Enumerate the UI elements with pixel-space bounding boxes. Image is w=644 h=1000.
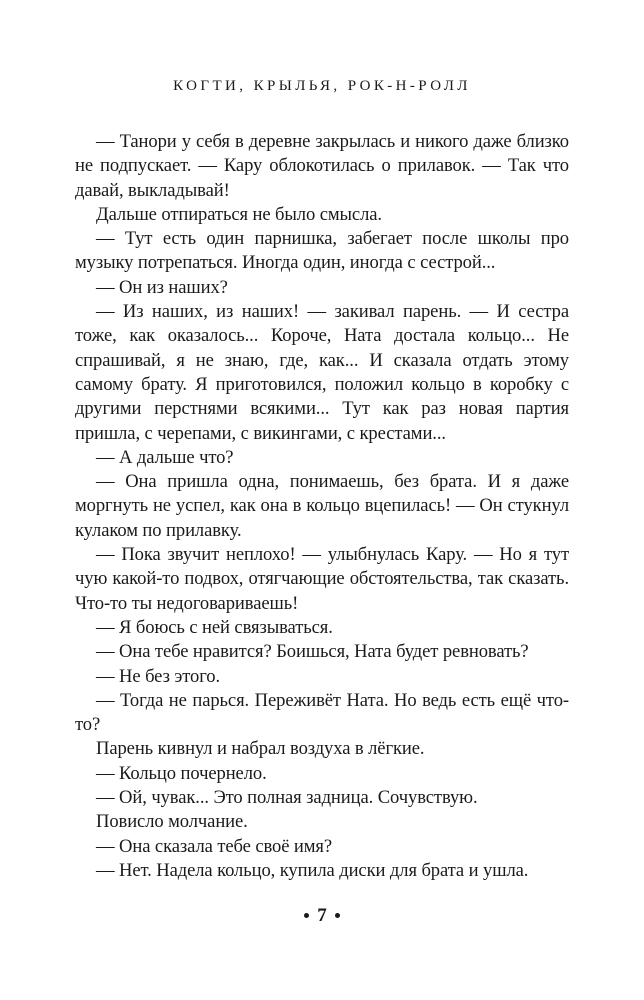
paragraph: Повисло молчание. xyxy=(96,811,248,833)
bullet-icon xyxy=(335,913,340,918)
paragraph: Парень кивнул и набрал воздуха в лёгкие. xyxy=(96,738,425,760)
page-number-value: 7 xyxy=(317,905,327,926)
paragraph: — Из наших, из наших! — закивал парень. — И сестра тоже, как оказалось... Короче, Ната достала кольцо... Не спрашивай, я не знаю, где, как... И сказала отдать этому самому брату. Я приготовился, положил кольцо в коробку с другими перстнями всякими... Тут как раз новая партия пришла, с черепами, с викингами, с крестами... xyxy=(75,301,569,444)
paragraph: — Тогда не парься. Переживёт Ната. Но ведь есть ещё что-то? xyxy=(75,689,569,736)
paragraph: Дальше отпираться не было смысла. xyxy=(96,203,382,225)
paragraph: — Тут есть один парнишка, забегает после школы про музыку потрепаться. Иногда один, иногда с сестрой... xyxy=(75,228,569,274)
paragraph: — Танори у себя в деревне закрылась и никого даже близко не подпускает. — Кару облокотилась о прилавок. — Так что давай, выкладывай! xyxy=(75,131,569,201)
paragraph: — Я боюсь с ней связываться. xyxy=(96,616,333,638)
paragraph: — Ой, чувак... Это полная задница. Сочувствую. xyxy=(96,787,478,809)
paragraph: — Нет. Надела кольцо, купила диски для брата и ушла. xyxy=(96,859,529,881)
paragraph: — Не без этого. xyxy=(96,665,221,687)
paragraph: — Она сказала тебе своё имя? xyxy=(96,835,333,857)
page-number xyxy=(0,904,644,928)
paragraph: — Пока звучит неплохо! — улыбнулась Кару. — Но я тут чую какой-то подвох, отягчающие обстоятельства, так сказать. Что-то ты недоговариваешь! xyxy=(75,544,569,614)
paragraph: — Он из наших? xyxy=(96,276,228,298)
body-text xyxy=(75,130,569,883)
bullet-icon xyxy=(304,913,309,918)
running-head: КОГТИ, КРЫЛЬЯ, РОК-Н-РОЛЛ xyxy=(173,78,471,94)
paragraph: — Она пришла одна, понимаешь, без брата. И я даже моргнуть не успел, как она в кольцо вцепилась! — Он стукнул кулаком по прилавку. xyxy=(75,471,569,541)
paragraph: — А дальше что? xyxy=(96,446,234,468)
paragraph: — Кольцо почернело. xyxy=(96,762,267,784)
paragraph: — Она тебе нравится? Боишься, Ната будет ревновать? xyxy=(96,641,529,663)
